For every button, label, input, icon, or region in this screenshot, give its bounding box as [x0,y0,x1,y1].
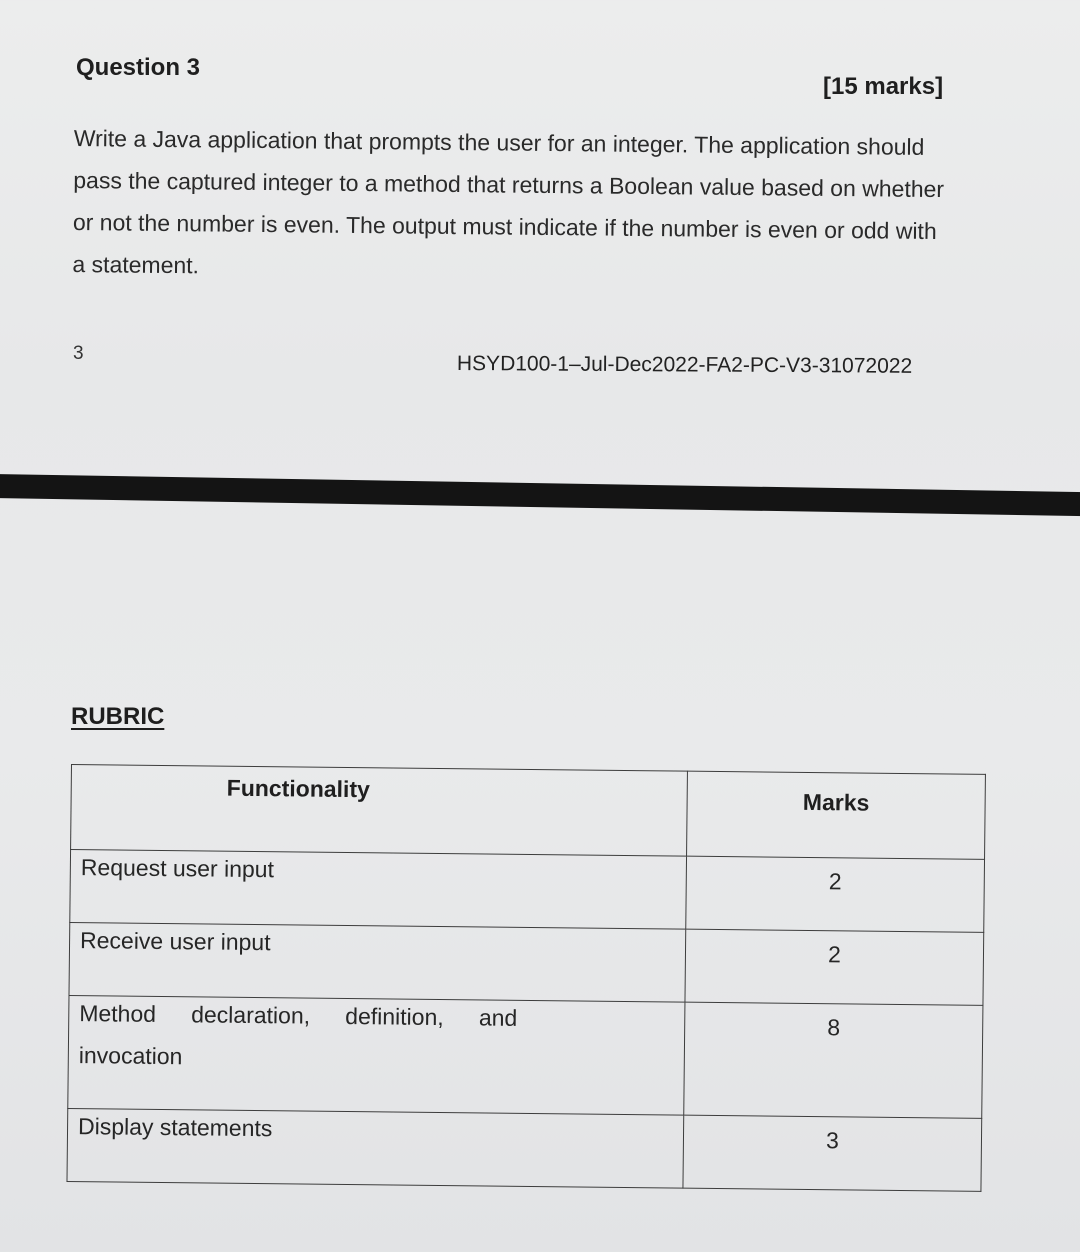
question-title: Question 3 [76,54,201,81]
question-line: Write a Java application that prompts the user for an integer. The application should [73,124,925,160]
column-header-marks: Marks [687,771,986,859]
marks-cell: 3 [683,1115,982,1191]
marks-cell: 2 [685,929,984,1005]
word: Method [79,1000,157,1027]
question-marks: [15 marks] [823,73,944,100]
word: declaration, [191,1001,311,1029]
functionality-text: Request user input [80,854,275,883]
functionality-text-line [79,992,517,1039]
word: definition, [345,1002,444,1031]
question-line: or not the number is even. The output must indicate if the number is even or odd with [72,208,937,245]
functionality-text-line: invocation [78,1042,183,1070]
functionality-cell [67,1108,684,1188]
functionality-text [79,992,675,1082]
rubric-heading: RUBRIC [71,703,165,730]
rubric-table [66,764,985,1192]
functionality-text: Receive user input [79,927,271,956]
document-code: HSYD100-1–Jul-Dec2022-FA2-PC-V3-31072022 [456,352,913,378]
functionality-cell [70,850,687,930]
word: and [478,1004,518,1031]
question-line: pass the captured integer to a method that returns a Boolean value based on whether [73,166,945,203]
table-row [68,995,983,1118]
marks-cell: 8 [684,1002,983,1118]
question-body [72,117,1014,295]
functionality-cell [69,922,686,1002]
functionality-text: Display statements [77,1113,273,1142]
page-number: 3 [73,343,84,364]
table-row [67,1108,982,1191]
page-divider [0,474,1080,516]
question-line: a statement. [72,250,200,279]
column-header-functionality: Functionality [71,765,688,857]
rubric-header-row [71,765,986,860]
functionality-cell [68,995,685,1115]
marks-cell: 2 [686,856,985,932]
